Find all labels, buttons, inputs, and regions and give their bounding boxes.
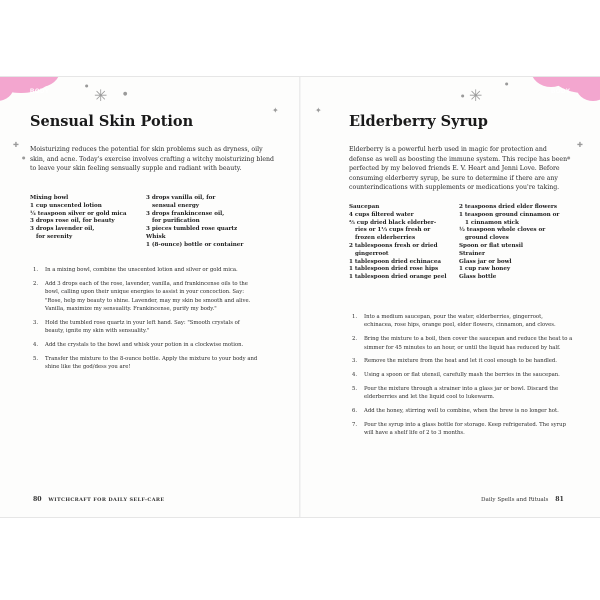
- step-number: 5.: [33, 355, 39, 362]
- page-number: 81: [555, 496, 564, 503]
- ingredient-item: 1 cup unscented lotion: [30, 202, 102, 209]
- step-number: 2.: [33, 280, 39, 287]
- ingredient-item: ries or 1⅓ cups fresh or: [355, 227, 431, 234]
- sparkle-icon: ✦: [315, 106, 322, 115]
- sparkle-icon: ✳: [94, 86, 108, 105]
- step-text: Into a medium saucepan, pour the water, elderberries, gingerroot, echinacea, rose hips, orange peel, elder flowers, cinnamon, and cloves.: [364, 314, 556, 329]
- step-number: 4.: [352, 372, 358, 379]
- step-number: 6.: [352, 408, 358, 415]
- step-item: [349, 357, 573, 365]
- intro-paragraph: Elderberry is a powerful herb used in magic for protection and defense as well as boosting the immune system. This recipe has been perfected by my beloved friends E. V. Heart and Jenni Love. Before consuming elderberry syrup, be sure to determine if there are any counterindications with supplements or medications you're taking.: [349, 146, 568, 192]
- ingredient-item: 1 (8-ounce) bottle or container: [146, 241, 244, 248]
- step-number: 1.: [33, 267, 39, 273]
- ingredient-item: Glass bottle: [459, 274, 497, 281]
- ingredient-item: 1 cup raw honey: [459, 266, 511, 273]
- step-number: 4.: [33, 342, 39, 349]
- ingredient-item: Mixing bowl: [30, 195, 69, 201]
- step-number: 5.: [352, 386, 358, 392]
- step-text: Using a spoon or flat utensil, carefully mash the berries in the saucepan.: [364, 372, 560, 379]
- pink-cloud-decoration: [0, 76, 14, 101]
- step-item: [30, 319, 260, 336]
- ingredient-item: gingerroot: [355, 250, 389, 257]
- ingredient-item: 4 cups filtered water: [349, 211, 414, 218]
- ingredient-item: Spoon or flat utensil: [459, 242, 523, 249]
- ingredient-item: frozen elderberries: [355, 235, 416, 242]
- ingredient-item: Whisk: [146, 233, 166, 240]
- recipe-title: Elderberry Syrup: [349, 113, 488, 130]
- book-section-title: Daily Spells and Rituals: [481, 497, 549, 503]
- step-item: [349, 371, 573, 379]
- ingredient-item: for serenity: [36, 233, 73, 240]
- ingredient-item: Strainer: [459, 250, 485, 257]
- step-number: 3.: [33, 319, 39, 326]
- ingredient-item: 1 tablespoon dried rose hips: [349, 266, 439, 273]
- ingredient-item: 1 teaspoon ground cinnamon or: [459, 211, 560, 218]
- dot-icon: ●: [85, 83, 89, 88]
- ingredient-item: 2 tablespoons fresh or dried: [349, 242, 438, 249]
- intro-paragraph: Moisturizing reduces the potential for skin problems such as dryness, oily skin, and acne. Today's exercise involves crafting a witchy moisturizing blend to leave your skin feeling sensually supple and radiant with beauty.: [30, 146, 274, 173]
- sparkle-icon: ✚: [13, 141, 19, 149]
- ingredients-column-2: [146, 195, 243, 250]
- ingredient-item: 1 tablespoon dried orange peel: [349, 274, 447, 281]
- ingredient-item: 3 drops lavender oil,: [30, 226, 95, 233]
- ingredient-item: 3 drops frankincense oil,: [146, 210, 225, 217]
- ingredient-item: sensual energy: [152, 202, 199, 209]
- left-page: [0, 77, 299, 517]
- step-item: [30, 280, 260, 314]
- ingredient-item: 3 drops rose oil, for beauty: [30, 218, 115, 225]
- sparkle-icon: ✦: [272, 106, 279, 115]
- page-number: 80: [33, 496, 42, 503]
- ingredient-item: Saucepan: [349, 204, 380, 210]
- step-text: Add the honey, stirring well to combine, when the brew is no longer hot.: [364, 408, 559, 415]
- ingredient-item: 1 cinnamon stick: [465, 219, 519, 226]
- step-item: [30, 355, 260, 372]
- step-text: Add 3 drops each of the rose, lavender, vanilla, and frankincense oils to the bowl, calling upon their unique energies to assist in your concoction. Say: "Rose, help my beauty to shine. Lavender, may my skin be smooth and alive. Vanilla, maximize my sensuality. Frankincense, purify my body.": [45, 280, 251, 313]
- ingredient-item: ½ teaspoon whole cloves or: [459, 227, 546, 234]
- sparkle-icon: ✳: [469, 86, 483, 105]
- ingredients-column-1: [349, 204, 447, 282]
- step-item: [349, 313, 573, 330]
- step-number: 2.: [352, 336, 358, 343]
- step-number: 7.: [352, 422, 358, 428]
- ingredient-item: 3 pieces tumbled rose quartz: [146, 226, 238, 233]
- section-tab-label: BODY: [30, 89, 50, 95]
- book-title: WITCHCRAFT FOR DAILY SELF-CARE: [48, 497, 165, 503]
- step-text: Add the crystals to the bowl and whisk your potion in a clockwise motion.: [45, 342, 244, 349]
- ingredient-item: ¼ teaspoon silver or gold mica: [30, 210, 127, 217]
- step-item: [349, 407, 573, 415]
- ingredient-item: 3 drops vanilla oil, for: [146, 195, 216, 201]
- section-tab-label: BODY: [551, 89, 571, 95]
- step-number: 3.: [352, 358, 358, 365]
- pink-cloud-decoration: [576, 76, 600, 101]
- dot-icon: ●: [567, 155, 571, 160]
- book-spread: [0, 76, 600, 518]
- ingredients-column-2: [459, 204, 559, 282]
- dot-icon: ●: [22, 155, 26, 160]
- step-number: 1.: [352, 314, 358, 320]
- ingredient-item: for purification: [152, 218, 200, 225]
- step-text: Bring the mixture to a boil, then cover the saucepan and reduce the heat to a simmer for 45 minutes to an hour, or until the liquid has reduced by half.: [364, 336, 573, 351]
- ingredients-column-1: [30, 195, 127, 242]
- ingredient-item: 1 tablespoon dried echinacea: [349, 258, 442, 265]
- right-page: [301, 77, 600, 517]
- step-item: [349, 335, 573, 352]
- ingredient-item: ⅔ cup dried black elderber-: [349, 219, 437, 226]
- ingredient-item: Glass jar or bowl: [459, 258, 512, 265]
- steps-list: [349, 313, 573, 443]
- step-text: In a mixing bowl, combine the unscented lotion and silver or gold mica.: [45, 267, 238, 273]
- dot-icon: ●: [461, 93, 465, 98]
- steps-list: [30, 266, 260, 377]
- ingredient-item: 2 teaspoons dried elder flowers: [459, 204, 558, 210]
- step-text: Transfer the mixture to the 8-ounce bottle. Apply the mixture to your body and shine like the god/dess you are!: [45, 355, 258, 371]
- step-item: [349, 421, 573, 438]
- dot-icon: ●: [123, 91, 128, 97]
- step-text: Hold the tumbled rose quartz in your left hand. Say: "Smooth crystals of beauty, ignite my skin with sensuality.": [45, 319, 240, 335]
- sparkle-icon: ✚: [577, 141, 583, 149]
- step-item: [30, 266, 260, 274]
- step-text: Remove the mixture from the heat and let it cool enough to be handled.: [364, 358, 557, 365]
- dot-icon: ●: [505, 81, 509, 86]
- step-item: [349, 385, 573, 402]
- page-footer: [481, 496, 569, 503]
- recipe-title: Sensual Skin Potion: [30, 113, 194, 130]
- step-text: Pour the mixture through a strainer into a glass jar or bowl. Discard the elderberries and let the liquid cool to lukewarm.: [364, 386, 559, 401]
- step-item: [30, 341, 260, 349]
- step-text: Pour the syrup into a glass bottle for storage. Keep refrigerated. The syrup will have a shelf life of 2 to 3 months.: [364, 422, 566, 437]
- page-footer: [28, 496, 165, 503]
- ingredient-item: ground cloves: [465, 235, 509, 242]
